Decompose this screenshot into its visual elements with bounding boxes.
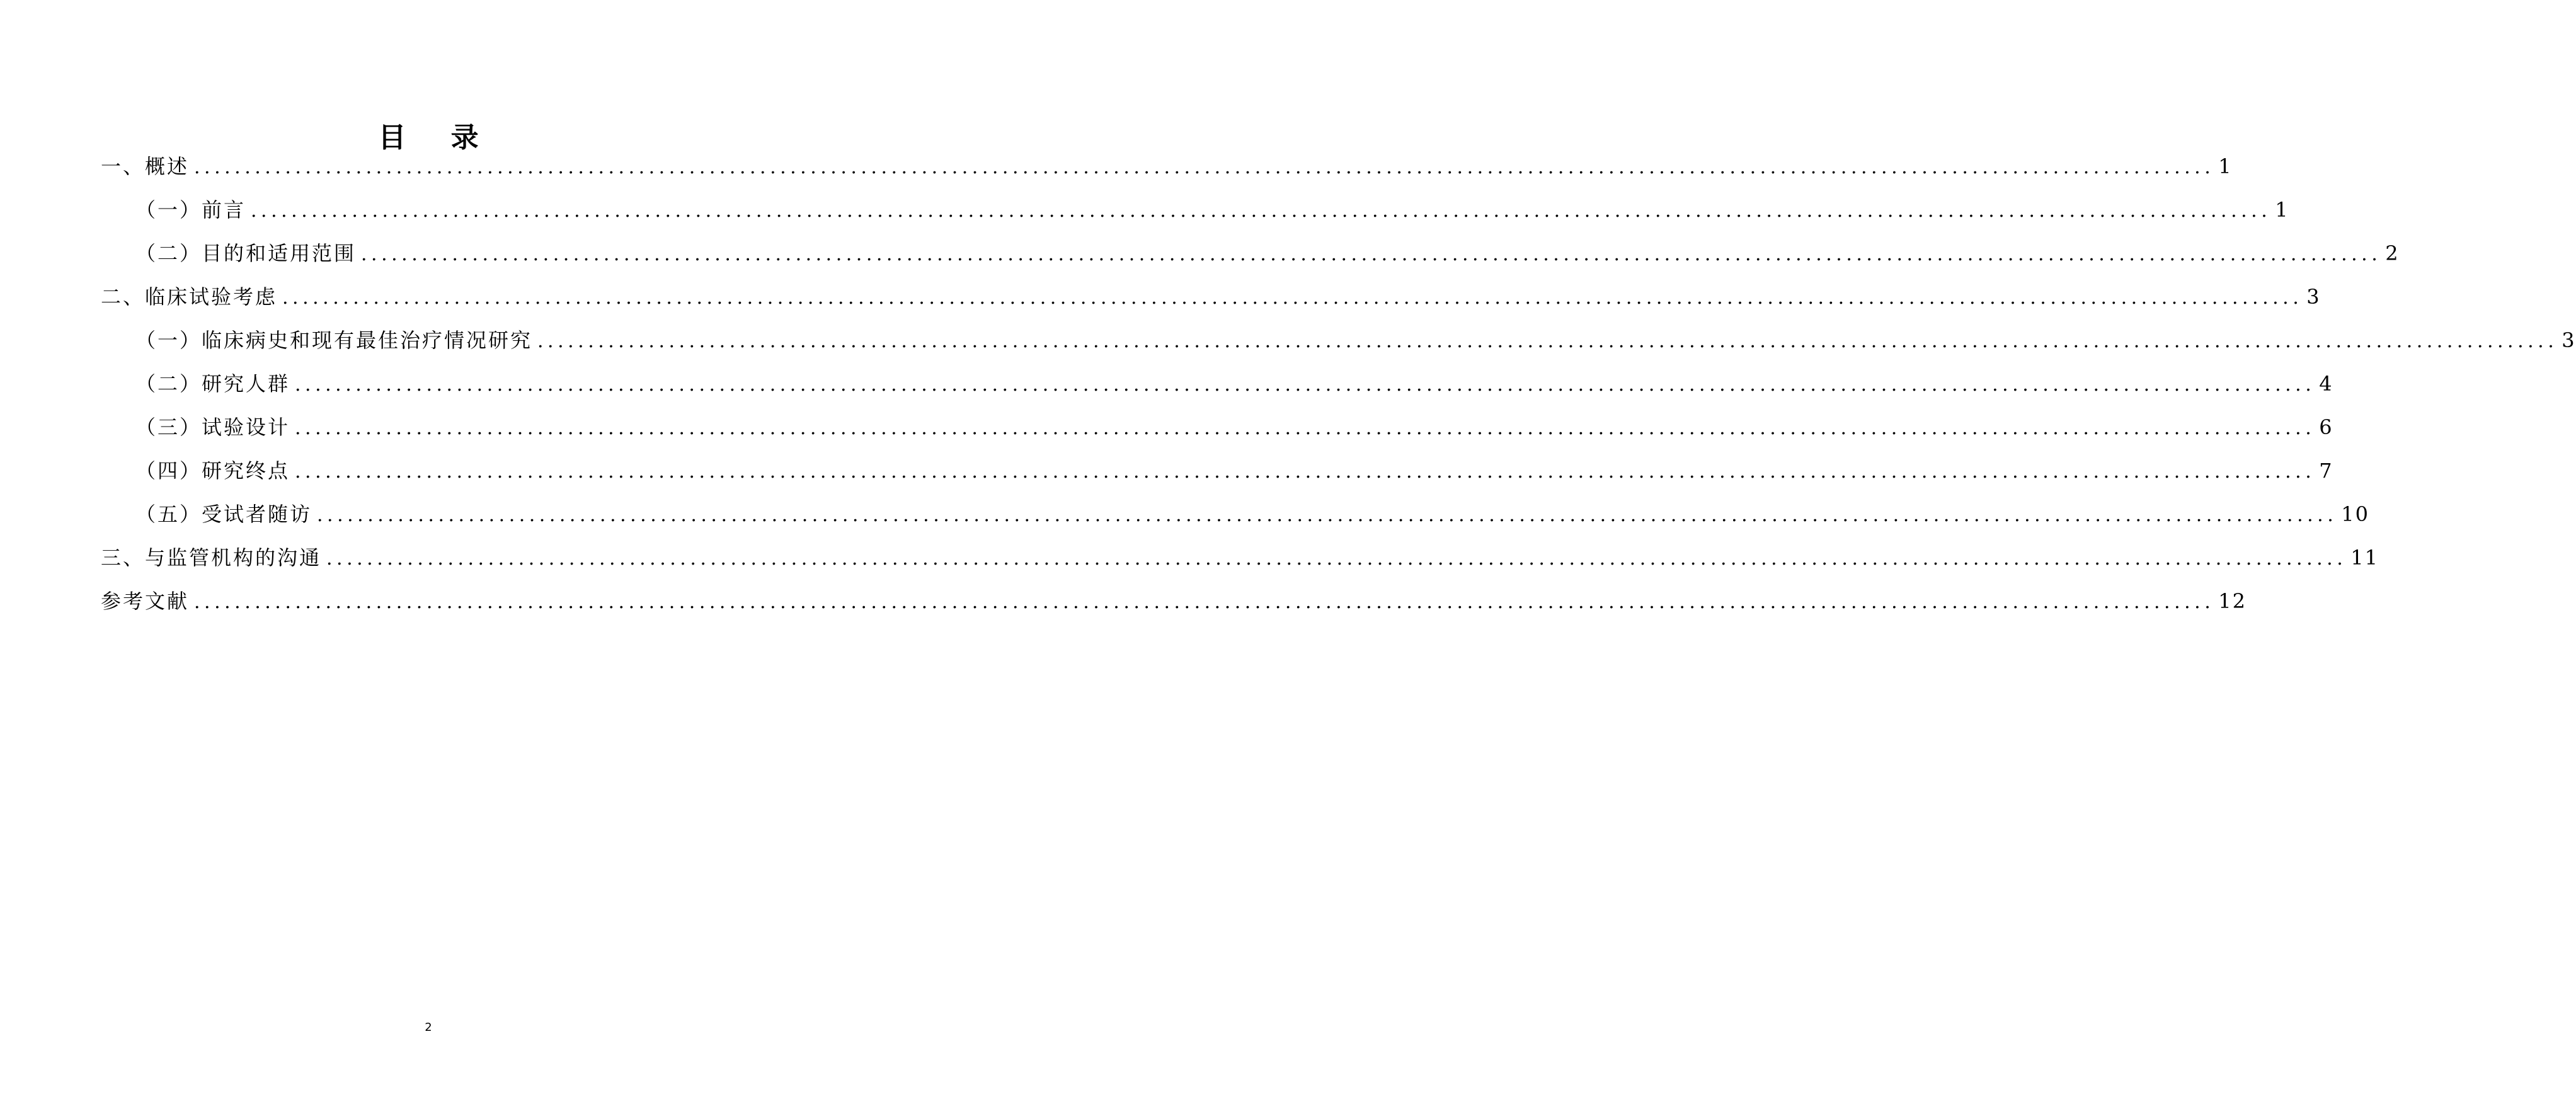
toc-entry-page: 11 [2350,546,2379,570]
toc-entry-label: 参考文献 [101,589,190,613]
toc-dot-leader: ........................................................................................................................................................................................................ [537,330,2558,352]
toc-entry-label: （五）受试者随访 [135,502,312,526]
toc-entry-label: （一）前言 [135,198,246,222]
toc-entry-page: 3 [2562,328,2576,352]
toc-entry-label: （二）目的和适用范围 [135,241,357,265]
toc-entry-label: （二）研究人群 [135,372,290,396]
toc-entry-page: 1 [2275,198,2289,222]
toc-entry[interactable] [101,275,2321,319]
toc-entry-label: （一）临床病史和现有最佳治疗情况研究 [135,328,533,352]
toc-entry-page: 3 [2306,285,2321,309]
page-number: 2 [425,1021,432,1034]
toc-dot-leader: ........................................................................................................................................................................................................ [295,374,2316,396]
toc-entry[interactable] [101,536,2379,580]
toc-entry[interactable] [101,188,2289,232]
toc-entry-page: 6 [2319,415,2333,439]
toc-entry-label: 三、与监管机构的沟通 [101,546,322,570]
toc-entry-label: 一、概述 [101,154,190,178]
toc-entry-page: 12 [2218,589,2247,613]
toc-entry[interactable] [101,580,2247,623]
toc-entry-page: 4 [2319,372,2333,396]
toc-entry[interactable] [101,493,2369,536]
toc-dot-leader: ........................................................................................................................................................................................................ [361,243,2382,265]
toc-entry-page: 7 [2319,459,2333,483]
toc-dot-leader: ........................................................................................................................................................................................................ [194,156,2215,178]
toc-entry-page: 1 [2218,154,2233,178]
toc-entry[interactable] [101,406,2333,449]
toc-entry[interactable] [101,145,2233,188]
toc-entry-page: 10 [2341,502,2369,526]
toc-dot-leader: ........................................................................................................................................................................................................ [282,287,2303,309]
toc-dot-leader: ........................................................................................................................................................................................................ [251,200,2272,222]
toc-dot-leader: ........................................................................................................................................................................................................ [326,548,2347,570]
toc-entry[interactable] [101,232,2400,275]
toc-dot-leader: ........................................................................................................................................................................................................ [295,461,2316,483]
toc-entry[interactable] [101,362,2333,406]
toc-list [101,145,2576,623]
toc-entry-label: 二、临床试验考虑 [101,285,278,309]
toc-entry[interactable] [101,319,2576,362]
toc-entry-label: （四）研究终点 [135,459,290,483]
toc-dot-leader: ........................................................................................................................................................................................................ [317,504,2338,526]
toc-entry-label: （三）试验设计 [135,415,290,439]
toc-dot-leader: ........................................................................................................................................................................................................ [194,591,2215,613]
toc-entry-page: 2 [2385,241,2400,265]
toc-title: 目 录 [378,122,496,154]
toc-entry[interactable] [101,449,2333,493]
toc-dot-leader: ........................................................................................................................................................................................................ [295,417,2316,439]
